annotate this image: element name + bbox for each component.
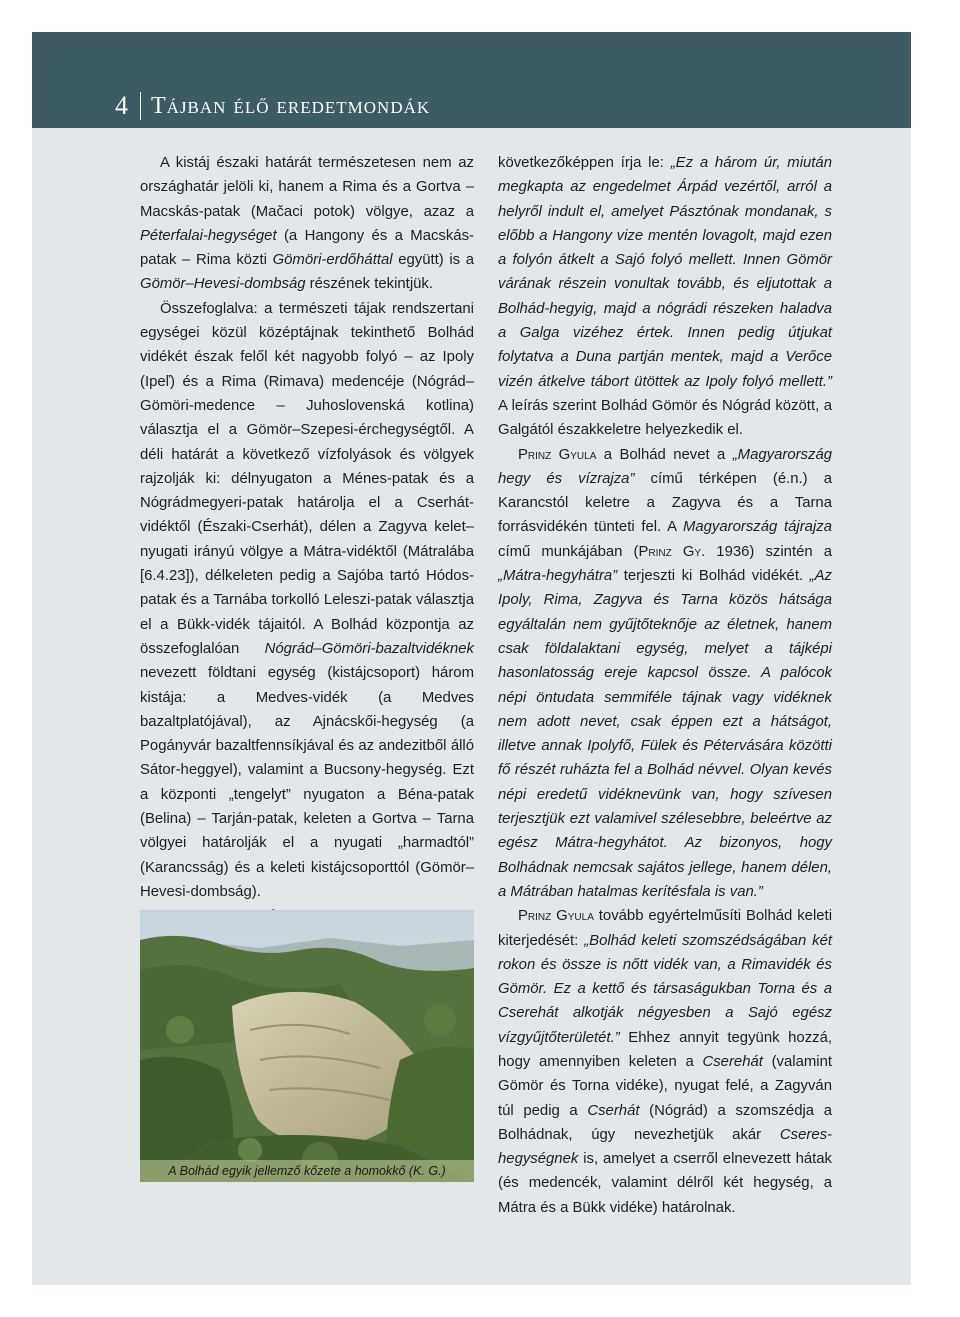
header-divider: [140, 92, 141, 120]
paragraph: következőképpen írja le: „Ez a három úr, miután megkapta az engedelmet Árpád vezértől, arról a helyről indult el, amelyet Pásztónak mondanak, s előbb a Hangony vize mentén lovagolt, majd ezen a folyón átkelt a Sajó folyó mellett. Innen Gömör várának részein vonultak tovább, és eljutottak a Bolhád-hegyig, majd a nógrádi részeken haladva a Galga vizéhez értek. Innen pedig útjukat folytatva a Duna partján mentek, majd a Verőce vizén átkelve tábort ütöttek az Ipoly folyó mellett.” A leírás szerint Bolhád Gömör és Nógrád között, a Galgától északkeletre helyezkedik el.: [498, 155, 832, 439]
left-column: [140, 151, 474, 953]
paragraph: Prinz Gyula a Bolhád nevet a „Magyarország hegy és vízrajza” című térképen (é.n.) a Karancstól keletre a Zagyva és a Tarna forrásvidékén tünteti fel. A Magyarország tájrajza című munkájában (Prinz Gy. 1936) szintén a „Mátra-hegyhátra” terjeszti ki Bolhád vidékét. „Az Ipoly, Rima, Zagyva és Tarna közös hátsága egyáltalán nem gyűjtőteknője az életnek, hanem csak földalaktani egység, melyet a tájképi hasonlatosság ereje kapcsol össze. A palócok népi öntudata semmiféle tájnak vagy vidéknek nem adott nevet, csak éppen ezt a hátságot, illetve annak Ipolyfő, Fülek és Pétervására közötti fő részét ruházta fel a Bolhád névvel. Olyan kevés népi eredetű vidéknevünk van, hogy szívesen terjesztjük ezt valamivel szélesebbre, beleértve az egész Mátra-hegyhátot. Az bizonyos, hogy Bolhádnak nemcsak sajátos jellege, hanem délen, a Mátrában hatalmas kerítésfala is van.”: [498, 446, 833, 900]
right-column: [498, 151, 832, 1220]
paragraph: Összefoglalva: a természeti tájak rendszertani egységei közül középtájnak tekinthető Bolhád vidékét észak felől két nagyobb folyó – az Ipoly (Ipeľ) és a Rima (Rimava) medencéje (Nógrád–Gömöri-medence – Juhoslovenská kotlina) választja el a Gömör–Szepesi-érchegységtől. A déli határát a következő vízfolyások és völgyek rajzolják ki: délnyugaton a Ménes-patak és a Nógrádmegyeri-patak határolja el a Cserhát-vidéktől (Északi-Cserhát), délen a Zagyva kelet–nyugati irányú völgye a Mátra-vidéktől (Mátralába [6.4.23]), délkeleten pedig a Sajóba tartó Hódos-patak és a Tarnába torkolló Leleszi-patak választja el a Bükk-vidék tájaitól. A Bolhád központja az összefoglalóan Nógrád–Gömöri-bazaltvidéknek nevezett földtani egység (kistájcsoport) három kistája: a Medves-vidék (a Medves bazaltplatójával), az Ajnácskői-hegység (a Pogányvár bazaltfennsíkjával és az andezitből álló Sátor-heggyel), valamint a Bucsony-hegység. Ezt a központi „tengelyt” nyugaton a Béna-patak (Belina) – Tarján-patak, keleten a Gortva – Tarna völgyei határolják el a nyugati „harmadtól” (Karancsság) és a keleti kistájcsoporttól (Gömör–Hevesi-dombság).: [140, 300, 474, 900]
landscape-photo: [140, 910, 474, 1182]
section-title: Tájban élő eredetmondák: [151, 92, 431, 119]
paragraph: Prinz Gyula tovább egyértelműsíti Bolhád keleti kiterjedését: „Bolhád keleti szomszédságában két rokon és össze is nőtt vidék van, a Rimavidék és Gömör. Ez a kettő és társaságukban Torna és a Cserehát alkotják négyesben a Sajó egész vízgyűjtőterületét.” Ehhez annyit tegyünk hozzá, hogy amennyiben keleten a Cserehát (valamint Gömör és Torna vidéke), nyugat felé, a Zagyván túl pedig a Cserhát (Nógrád) a szomszédja a Bolhádnak, úgy nevezhetjük akár Cseres-hegységnek is, amelyet a cserről elnevezett hátak (és medencék, valamint délről két hegység, a Mátra és a Bükk vidéke) határolnak.: [498, 908, 833, 1216]
paragraph: A kistáj északi határát természetesen nem az országhatár jelöli ki, hanem a Rima és a Gortva – Macskás-patak (Mačaci potok) völgye, azaz a Péterfalai-hegységet (a Hangony és a Macskás-patak – Rima közti Gömöri-erdőháttal együtt) is a Gömör–Hevesi-dombság részének tekintjük.: [140, 155, 474, 293]
page-number: 4: [115, 91, 128, 120]
photo-caption: A Bolhád egyik jellemző kőzete a homokkő (K. G.): [140, 1160, 474, 1182]
sandstone-cliff-image: [140, 910, 474, 1182]
page-header: [115, 90, 430, 122]
